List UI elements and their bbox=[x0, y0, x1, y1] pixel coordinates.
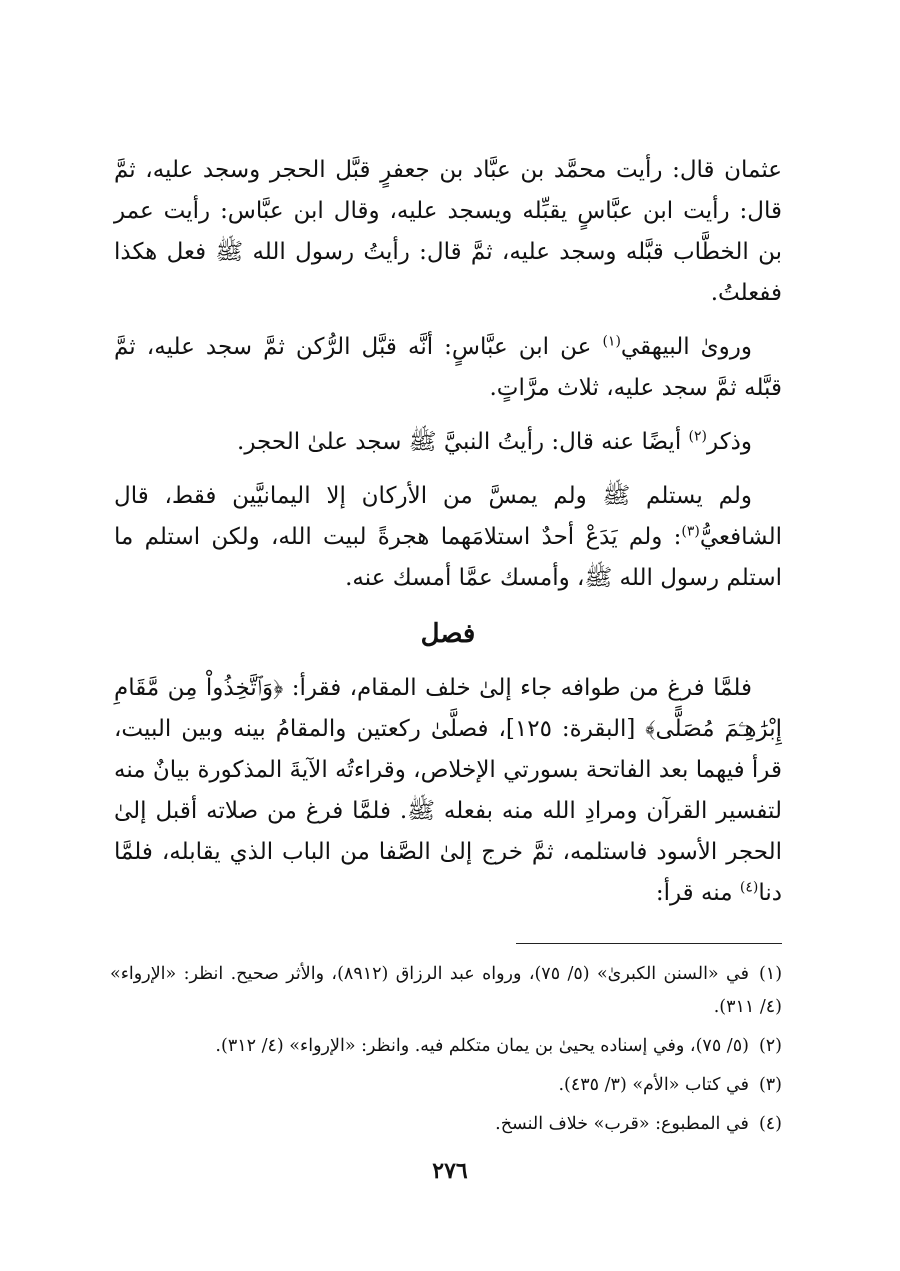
footnote-number: (٢) bbox=[758, 1036, 782, 1056]
paragraph-text: ولم يستلم ﷺ ولم يمسَّ من الأركان إلا اليمانيَّين فقط، قال الشافعيُّ bbox=[114, 483, 782, 550]
footnote-divider bbox=[516, 943, 782, 944]
page-number: ٢٧٦ bbox=[432, 1158, 468, 1184]
section-heading: فصل bbox=[420, 619, 476, 649]
quran-verse: ﴿وَٱتَّخِذُواْ مِن مَّقَامِ إِبْرَٰهِـۧمَ مُصَلًّى﴾ bbox=[114, 675, 783, 742]
paragraph-text: : ولم يَدَعْ أحدٌ استلامَهما هجرةً لبيت الله، ولكن استلم ما استلم رسول الله ﷺ، وأمسك عمَّا أمسك عنه. bbox=[114, 524, 782, 591]
paragraph-continuation bbox=[114, 150, 782, 314]
footnotes-section bbox=[110, 958, 782, 1147]
footnote-text: في «السنن الكبرىٰ» (٥/ ٧٥)، ورواه عبد الرزاق (٨٩١٢)، والأثر صحيح. انظر: «الإرواء» (٤/ ٣١١). bbox=[110, 964, 782, 1017]
footnote-number: (٣) bbox=[758, 1075, 782, 1095]
paragraph-shafii bbox=[114, 476, 782, 599]
paragraph-text: وروىٰ البيهقي bbox=[620, 334, 752, 360]
paragraph-text: عثمان قال: رأيت محمَّد بن عبَّاد بن جعفرٍ قبَّل الحجر وسجد عليه، ثمَّ قال: رأيت ابن عبَّاسٍ يقبِّله ويسجد عليه، وقال ابن عبَّاس: رأيت عمر بن الخطَّاب قبَّله وسجد عليه، ثمَّ قال: رأيتُ رسول الله ﷺ فعل هكذا ففعلتُ. bbox=[114, 157, 782, 306]
paragraph-dhakara bbox=[114, 422, 782, 463]
footnote-2 bbox=[110, 1030, 782, 1063]
paragraph-text: منه قرأ: bbox=[655, 880, 740, 906]
footnote-3 bbox=[110, 1069, 782, 1102]
paragraph-bayhaqi bbox=[114, 327, 782, 409]
footnote-ref[interactable]: (٢) bbox=[688, 428, 707, 445]
footnote-number: (٤) bbox=[758, 1114, 782, 1134]
footnote-text: في كتاب «الأم» (٣/ ٤٣٥). bbox=[558, 1075, 749, 1095]
paragraph-text: فلمَّا فرغ من طوافه جاء إلىٰ خلف المقام، فقرأ: bbox=[283, 675, 752, 701]
paragraph-text: عن ابن عبَّاسٍ: أنَّه قبَّل الرُّكن ثمَّ سجد عليه، ثمَّ قبَّله ثمَّ سجد عليه، ثلاث مرَّاتٍ. bbox=[114, 334, 782, 401]
footnote-text: في المطبوع: «قرب» خلاف النسخ. bbox=[495, 1114, 749, 1134]
footnote-ref[interactable]: (٣) bbox=[681, 523, 700, 540]
footnote-ref[interactable]: (٤) bbox=[739, 879, 759, 896]
paragraph-text: وذكر bbox=[707, 429, 752, 455]
paragraph-text: أيضًا عنه قال: رأيتُ النبيَّ ﷺ سجد علىٰ الحجر. bbox=[237, 429, 689, 455]
footnote-number: (١) bbox=[758, 964, 783, 984]
footnote-4 bbox=[110, 1108, 782, 1141]
main-text bbox=[114, 150, 782, 927]
footnote-ref[interactable]: (١) bbox=[602, 333, 621, 350]
paragraph-text: [البقرة: ١٢٥]، فصلَّىٰ ركعتين والمقامُ بينه وبين البيت، قرأ فيهما بعد الفاتحة بسورتي الإخلاص، وقراءتُه الآيةَ المذكورة بيانٌ منه لتفسير القرآن ومرادِ الله منه بفعله ﷺ. فلمَّا فرغ من صلاته أقبل إلىٰ الحجر الأسود فاستلمه، ثمَّ خرج إلىٰ الصَّفا من الباب الذي يقابله، فلمَّا دنا bbox=[114, 716, 782, 906]
footnote-1 bbox=[110, 958, 782, 1024]
footnote-text: (٥/ ٧٥)، وفي إسناده يحيىٰ بن يمان متكلم فيه. وانظر: «الإرواء» (٤/ ٣١٢). bbox=[215, 1036, 749, 1056]
paragraph-maqam bbox=[114, 668, 782, 914]
